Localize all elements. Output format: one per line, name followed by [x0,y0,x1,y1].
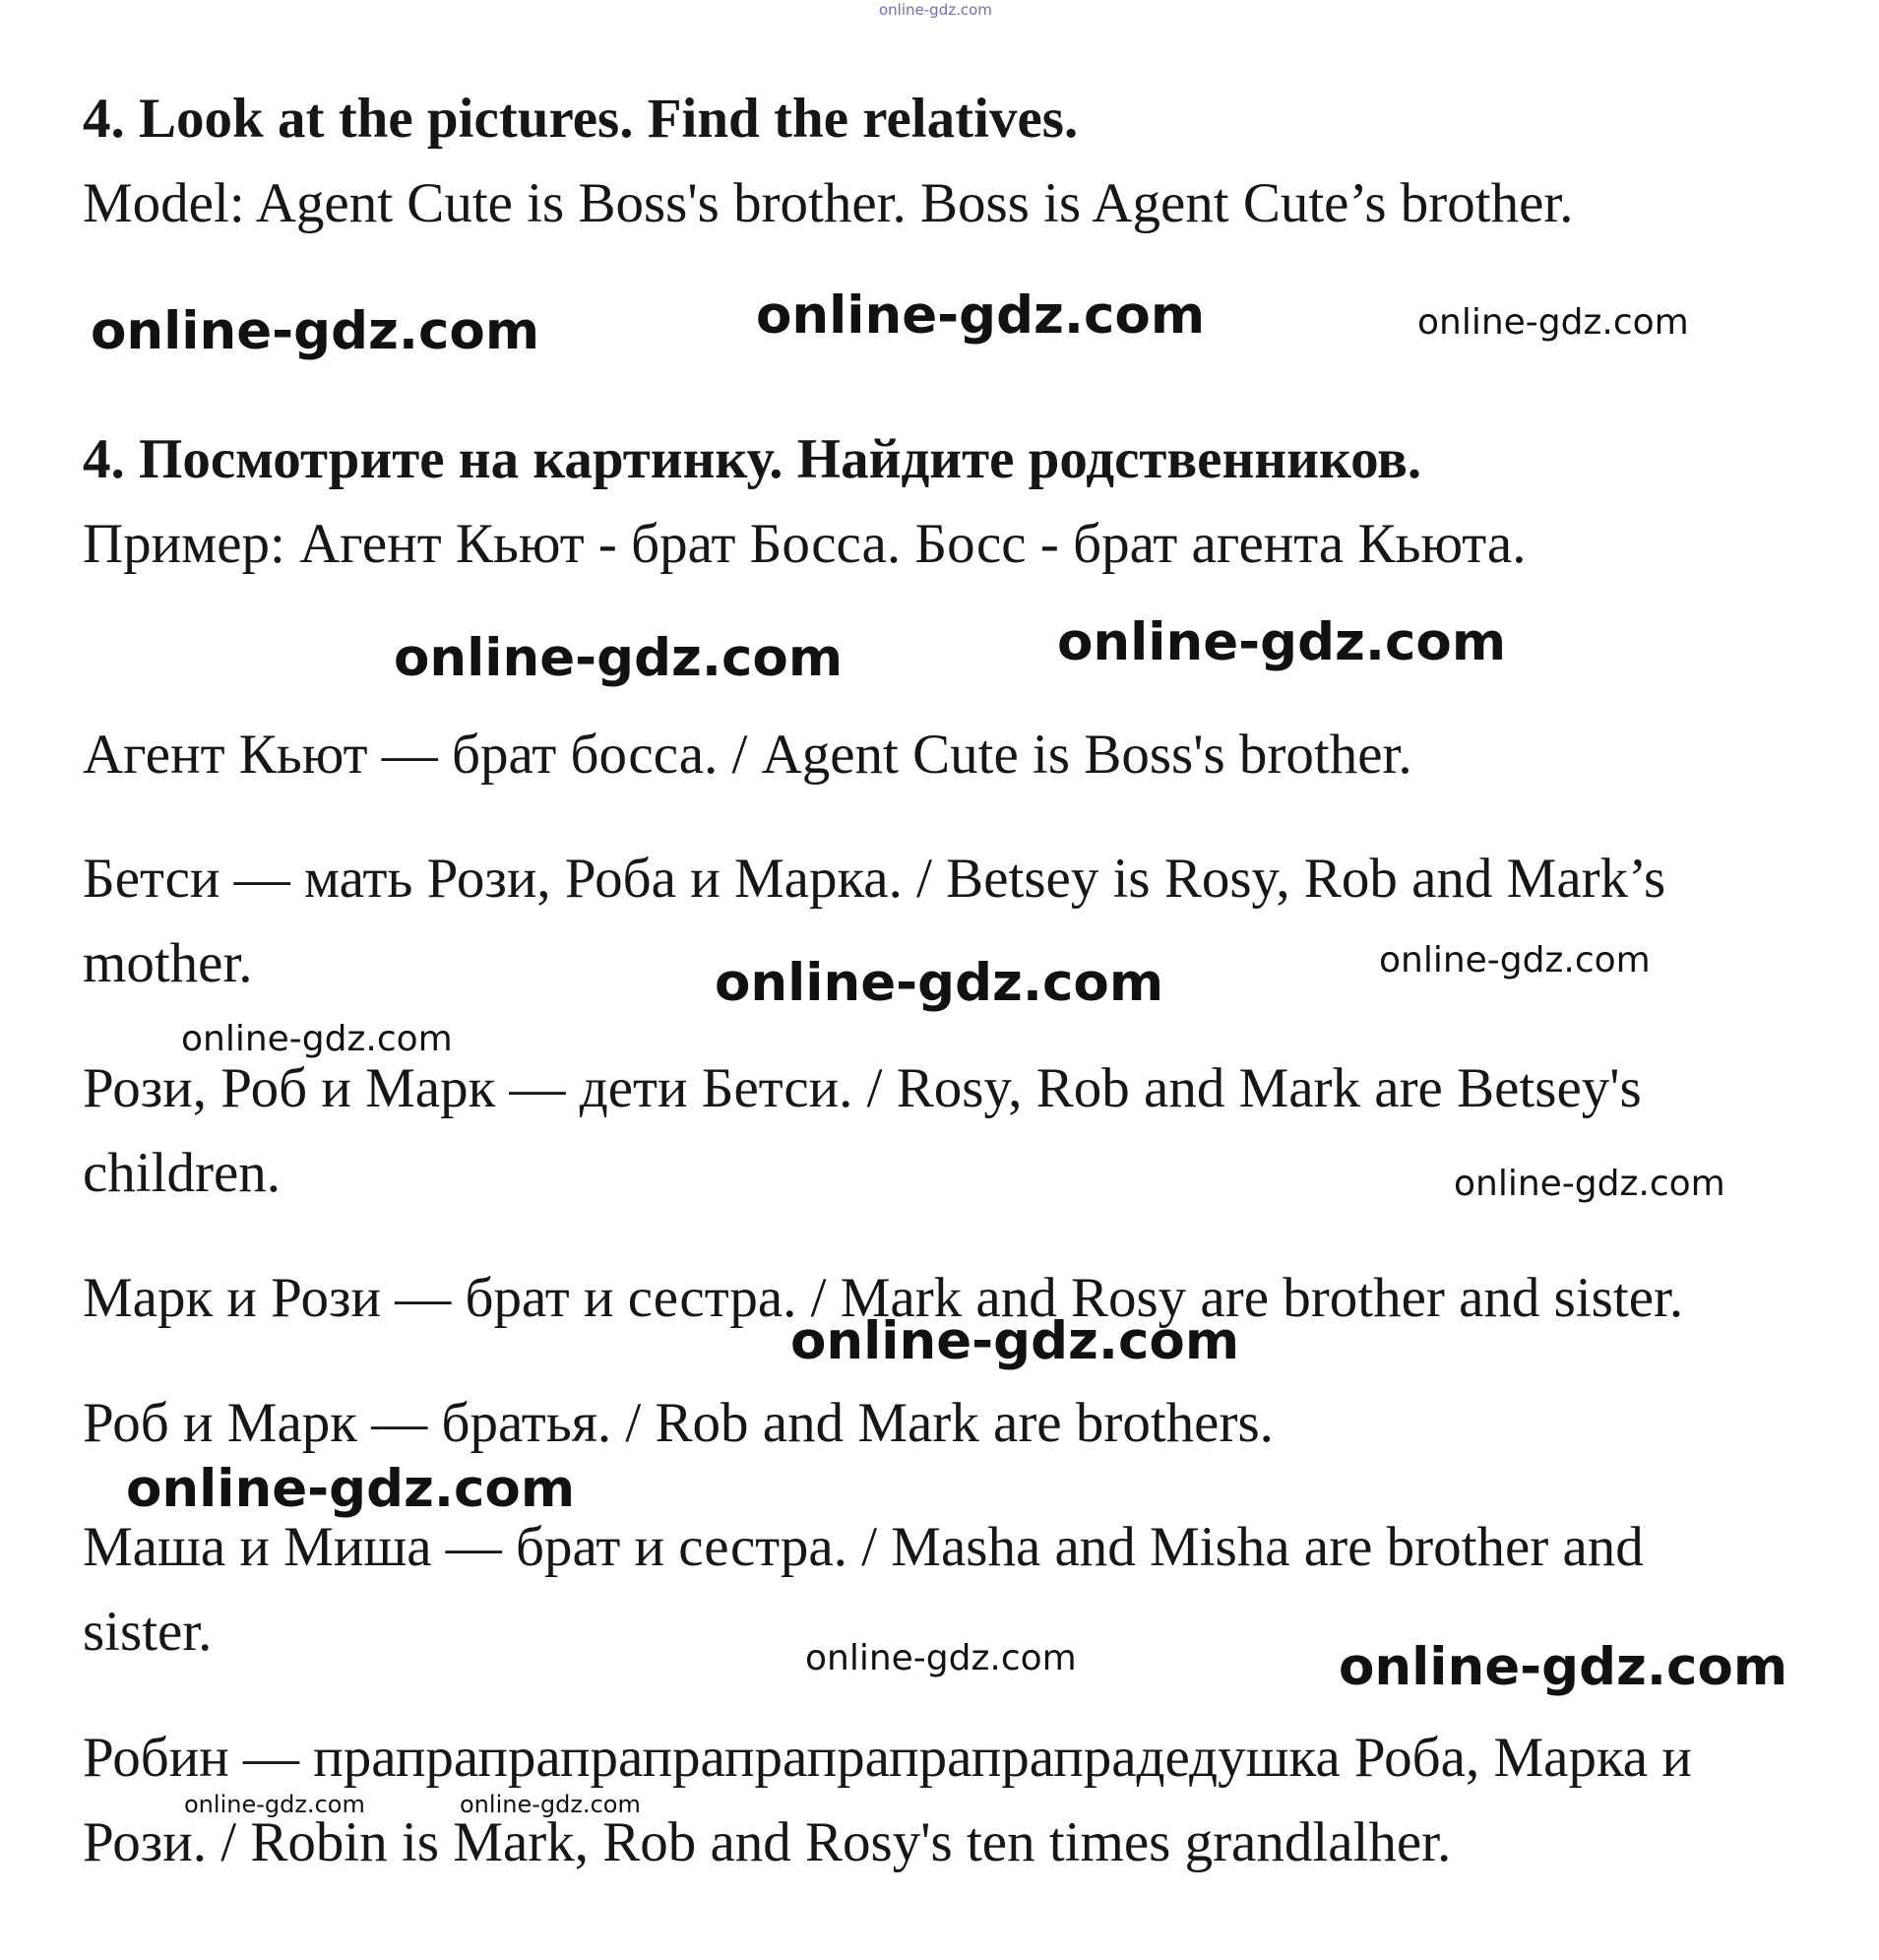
watermark-text: online-gdz.com [790,1311,1240,1371]
watermark-text: online-gdz.com [460,1791,641,1818]
watermark-text: online-gdz.com [394,628,844,688]
answer-line: Марк и Рози — брат и сестра. / Mark and Rosy are brother and sister. [83,1267,1684,1329]
answer-line: Робин — прапрапрапрапрапрапрапрапрапрадедушка Роба, Марка и [83,1727,1692,1789]
answer-line: sister. [83,1601,213,1663]
answer-line: Маша и Миша — брат и сестра. / Masha and Misha are brother and [83,1516,1644,1578]
task-model-en: Model: Agent Cute is Boss's brother. Boss is Agent Cute’s brother. [83,172,1574,234]
watermark-text: online-gdz.com [184,1791,365,1818]
watermark-text: online-gdz.com [1379,940,1651,980]
answer-line: Рози, Роб и Марк — дети Бетси. / Rosy, Rob and Mark are Betsey's [83,1057,1642,1119]
watermark-text: online-gdz.com [1339,1637,1788,1697]
answer-line: Рози. / Robin is Mark, Rob and Rosy's ten times grandlalher. [83,1811,1452,1873]
watermark-text: online-gdz.com [1417,302,1689,343]
answer-line: Агент Кьют — брат босса. / Agent Cute is Boss's brother. [83,724,1412,786]
watermark-text: online-gdz.com [1454,1164,1725,1204]
answer-line: Роб и Марк — братья. / Rob and Mark are brothers. [83,1392,1274,1454]
header-watermark: online-gdz.com [879,1,992,19]
watermark-text: online-gdz.com [1057,612,1507,672]
task-heading-en: 4. Look at the pictures. Find the relatives. [83,88,1079,150]
answer-line: Бетси — мать Рози, Роба и Марка. / Betsey is Rosy, Rob and Mark’s [83,848,1666,910]
watermark-text: online-gdz.com [91,301,540,361]
watermark-text: online-gdz.com [756,285,1206,346]
answer-line: children. [83,1142,282,1204]
task-heading-ru: 4. Посмотрите на картинку. Найдите родственников. [83,428,1422,490]
task-model-ru: Пример: Агент Кьют - брат Босса. Босс - брат агента Кьюта. [83,513,1527,575]
watermark-text: online-gdz.com [715,953,1164,1013]
watermark-text: online-gdz.com [126,1459,576,1519]
watermark-text: online-gdz.com [805,1638,1077,1678]
watermark-text: online-gdz.com [181,1019,453,1059]
answer-line: mother. [83,932,253,994]
